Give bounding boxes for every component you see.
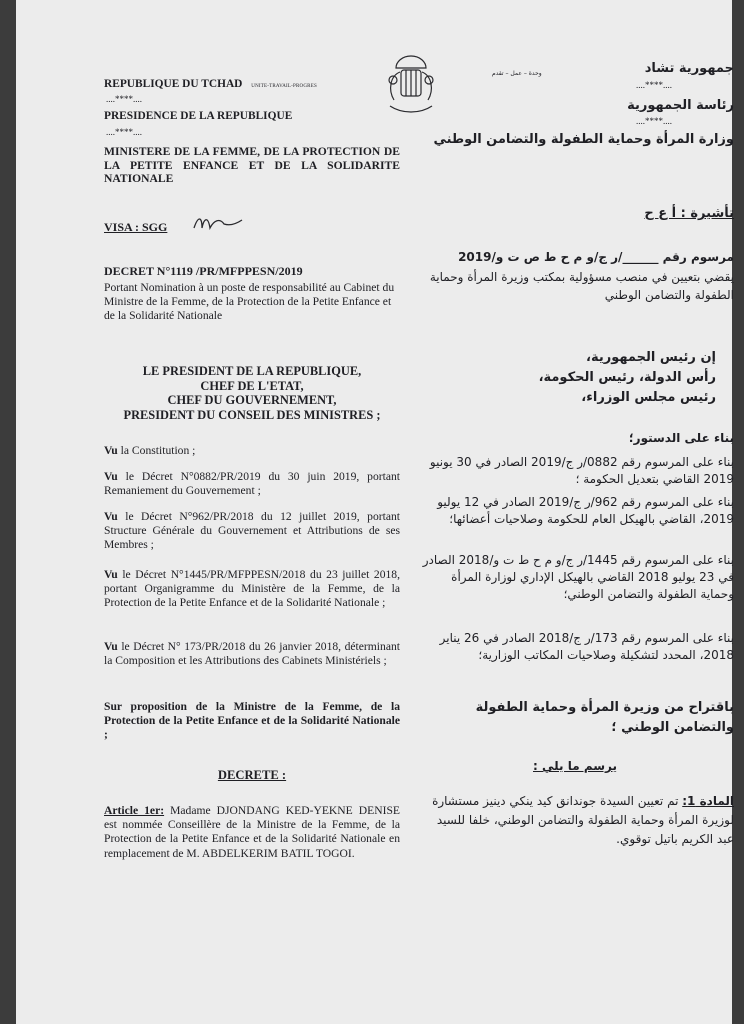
vu-clause-1: Vu la Constitution ; bbox=[104, 444, 196, 457]
header-presidence-ar: رئاسة الجمهورية bbox=[627, 98, 734, 113]
decree-subject-fr: Portant Nomination à un poste de responsabilité au Cabinet du Ministre de la Femme, de la Protection de la Petite Enfance et de la Solidarité Nationale bbox=[104, 281, 395, 322]
decree-number-fr: DECRET N°1119 /PR/MFPPESN/2019 bbox=[104, 264, 303, 278]
base-clause-ar-4: بناء على المرسوم رقم 1445/ر ج/و م ح ط ت و/2018 الصادر في 23 يوليو 2018 القاضي بالهيكل الإداري لوزارة المرأة وحماية الطفولة والتضامن الوطني؛ bbox=[422, 553, 734, 601]
president-title-ar: إن رئيس الجمهورية، رأس الدولة، رئيس الحكومة، رئيس مجلس الوزراء، bbox=[538, 350, 716, 405]
article-1-fr: Article 1er: Madame DJONDANG KED-YEKNE DENISE est nommée Conseillère de la Ministre de la Femme, de la Protection de la Petite Enfance et de la Solidarité Nationale en remplacement de M. ABDELKERIM BATIL TOGOI. bbox=[104, 804, 400, 860]
base-clause-ar-1: بناء على الدستور؛ bbox=[628, 431, 734, 445]
decrete-heading-ar: يرسم ما يلي : bbox=[533, 759, 617, 773]
visa-label-ar: تأشيرة : أ ع ح bbox=[644, 206, 734, 221]
decrete-heading-fr: DECRETE : bbox=[217, 768, 287, 782]
base-clause-ar-2: بناء على المرسوم رقم 0882/ر ج/2019 الصادر في 30 يونيو 2019 القاضي بتعديل الحكومة ؛ bbox=[429, 455, 734, 486]
header-republic-fr: REPUBLIQUE DU TCHAD UNITE-TRAVAIL-PROGRES bbox=[104, 78, 317, 90]
president-title-fr: LE PRESIDENT DE LA REPUBLIQUE, CHEF DE L'ETAT, CHEF DU GOUVERNEMENT, PRESIDENT DU CONSEIL DES MINISTRES ; bbox=[123, 364, 381, 422]
header-stars-ar: ....****.... bbox=[636, 80, 672, 90]
base-clause-ar-5: بناء على المرسوم رقم 173/ر ج/2018 الصادر في 26 يناير 2018، المحدد لتشكيلة وصلاحيات المكاتب الوزارية؛ bbox=[439, 631, 734, 662]
header-stars-ar-2: ....****.... bbox=[636, 116, 672, 126]
decree-subject-ar: يقضي بتعيين في منصب مسؤولية بمكتب وزيرة المرأة وحماية الطفولة والتضامن الوطني bbox=[429, 270, 734, 302]
header-stars-fr-2: ....****.... bbox=[106, 127, 142, 137]
proposal-ar: باقتراح من وزيرة المرأة وحماية الطفولة والتضامن الوطني ؛ bbox=[475, 700, 734, 735]
base-clause-ar-3: بناء على المرسوم رقم 962/ر ج/2019 الصادر في 12 يوليو 2019، القاضي بالهيكل العام للحكومة وصلاحيات أعضائها؛ bbox=[437, 495, 734, 526]
article-1-ar: المادة 1: تم تعيين السيدة جوندانق كيد ينكي دينيز مستشارة لوزيرة المرأة وحماية الطفولة والتضامن الوطني، خلفا للسيد عبد الكريم باتيل توقوي. bbox=[432, 794, 734, 846]
header-ministry-fr: MINISTERE DE LA FEMME, DE LA PROTECTION DE LA PETITE ENFANCE ET DE LA SOLIDARITE NATIONALE bbox=[104, 145, 400, 186]
header-presidence-fr: PRESIDENCE DE LA REPUBLIQUE bbox=[104, 110, 293, 122]
decree-document bbox=[16, 0, 732, 1024]
header-ministry-ar: وزارة المرأة وحماية الطفولة والتضامن الوطني bbox=[433, 132, 734, 147]
header-motto-ar: وحدة – عمل – تقدم bbox=[492, 70, 542, 77]
header-republic-ar: جمهورية تشاد bbox=[644, 61, 734, 76]
vu-clause-5: Vu le Décret N° 173/PR/2018 du 26 janvier 2018, déterminant la Composition et les Attributions des Cabinets Ministériels ; bbox=[104, 640, 400, 668]
proposal-fr: Sur proposition de la Ministre de la Femme, de la Protection de la Petite Enfance et de la Solidarité Nationale ; bbox=[104, 700, 400, 742]
decree-number-ar: مرسوم رقم ______/ر ج/و م ح ط ص ت و/2019 bbox=[458, 250, 734, 264]
vu-clause-3: Vu le Décret N°962/PR/2018 du 12 juillet 2019, portant Structure Générale du Gouvernement et Attributions de ses Membres ; bbox=[104, 510, 400, 552]
visa-initials-signature bbox=[190, 210, 246, 236]
vu-clause-4: Vu le Décret N°1445/PR/MFPPESN/2018 du 23 juillet 2018, portant Organigramme du Ministère de la Femme, de la Protection de la Petite Enfance et de la Solidarité Nationale ; bbox=[104, 568, 400, 610]
header-stars-fr: ....****.... bbox=[106, 94, 142, 104]
vu-clause-2: Vu le Décret N°0882/PR/2019 du 30 juin 2019, portant Remaniement du Gouvernement ; bbox=[104, 470, 400, 498]
visa-label-fr: VISA : SGG bbox=[104, 220, 168, 234]
